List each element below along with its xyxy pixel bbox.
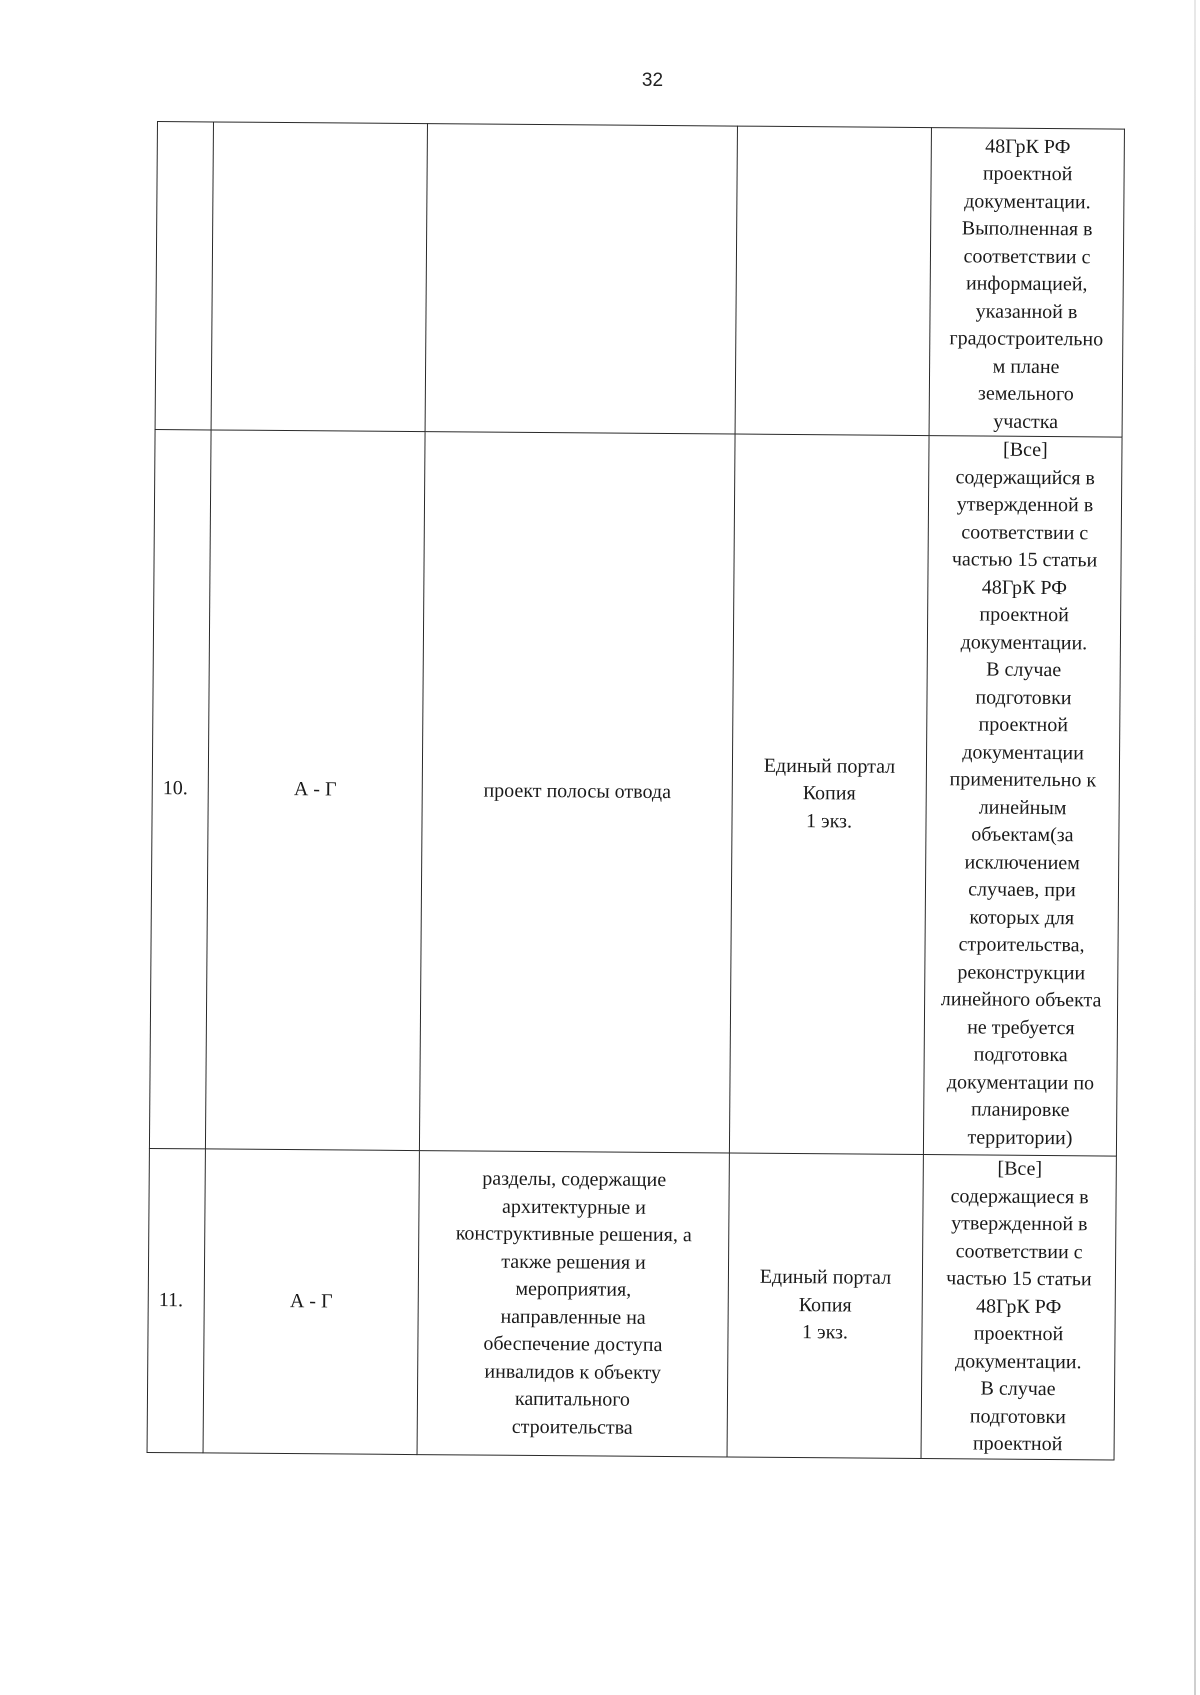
table-row [155, 122, 1124, 438]
document-name-cell: проект полосы отвода [419, 432, 735, 1153]
page-number: 32 [641, 70, 664, 91]
table-row [149, 429, 1122, 1156]
source-cell: Единый портал Копия 1 экз. [727, 1153, 923, 1459]
document-name-cell [425, 124, 737, 434]
row-number-cell: 11. [147, 1148, 205, 1452]
notes-cell: 48ГрК РФ проектной документации. Выполненная в соответствии с информацией, указанной в градостроительно м плане земельного участка [929, 128, 1124, 438]
source-cell: Единый портал Копия 1 экз. [729, 434, 929, 1155]
category-cell: А - Г [205, 430, 425, 1151]
document-name-cell: разделы, содержащие архитектурные и конструктивные решения, а также решения и мероприятия, направленные на обеспечение доступа инвалидов к объекту капитального строительства [417, 1151, 729, 1457]
row-number-cell [155, 122, 213, 430]
scan-edge-line [1194, 0, 1196, 1695]
source-cell [735, 126, 931, 436]
notes-cell: [Все] содержащийся в утвержденной в соответствии с частью 15 статьи 48ГрК РФ проектной документации. В случае подготовки проектной документации применительно к линейным объектам(за исключением случаев, при которых для строительства, реконструкции линейного объекта не требуется подготовка документации по планировке территории) [923, 436, 1122, 1156]
table-row [147, 1148, 1116, 1460]
category-cell: А - Г [203, 1149, 419, 1455]
category-cell [211, 122, 427, 432]
row-number-cell: 10. [149, 429, 211, 1148]
notes-cell: [Все] содержащиеся в утвержденной в соответствии с частью 15 статьи 48ГрК РФ проектной документации. В случае подготовки проектной [921, 1155, 1116, 1461]
documents-table [147, 121, 1125, 1461]
